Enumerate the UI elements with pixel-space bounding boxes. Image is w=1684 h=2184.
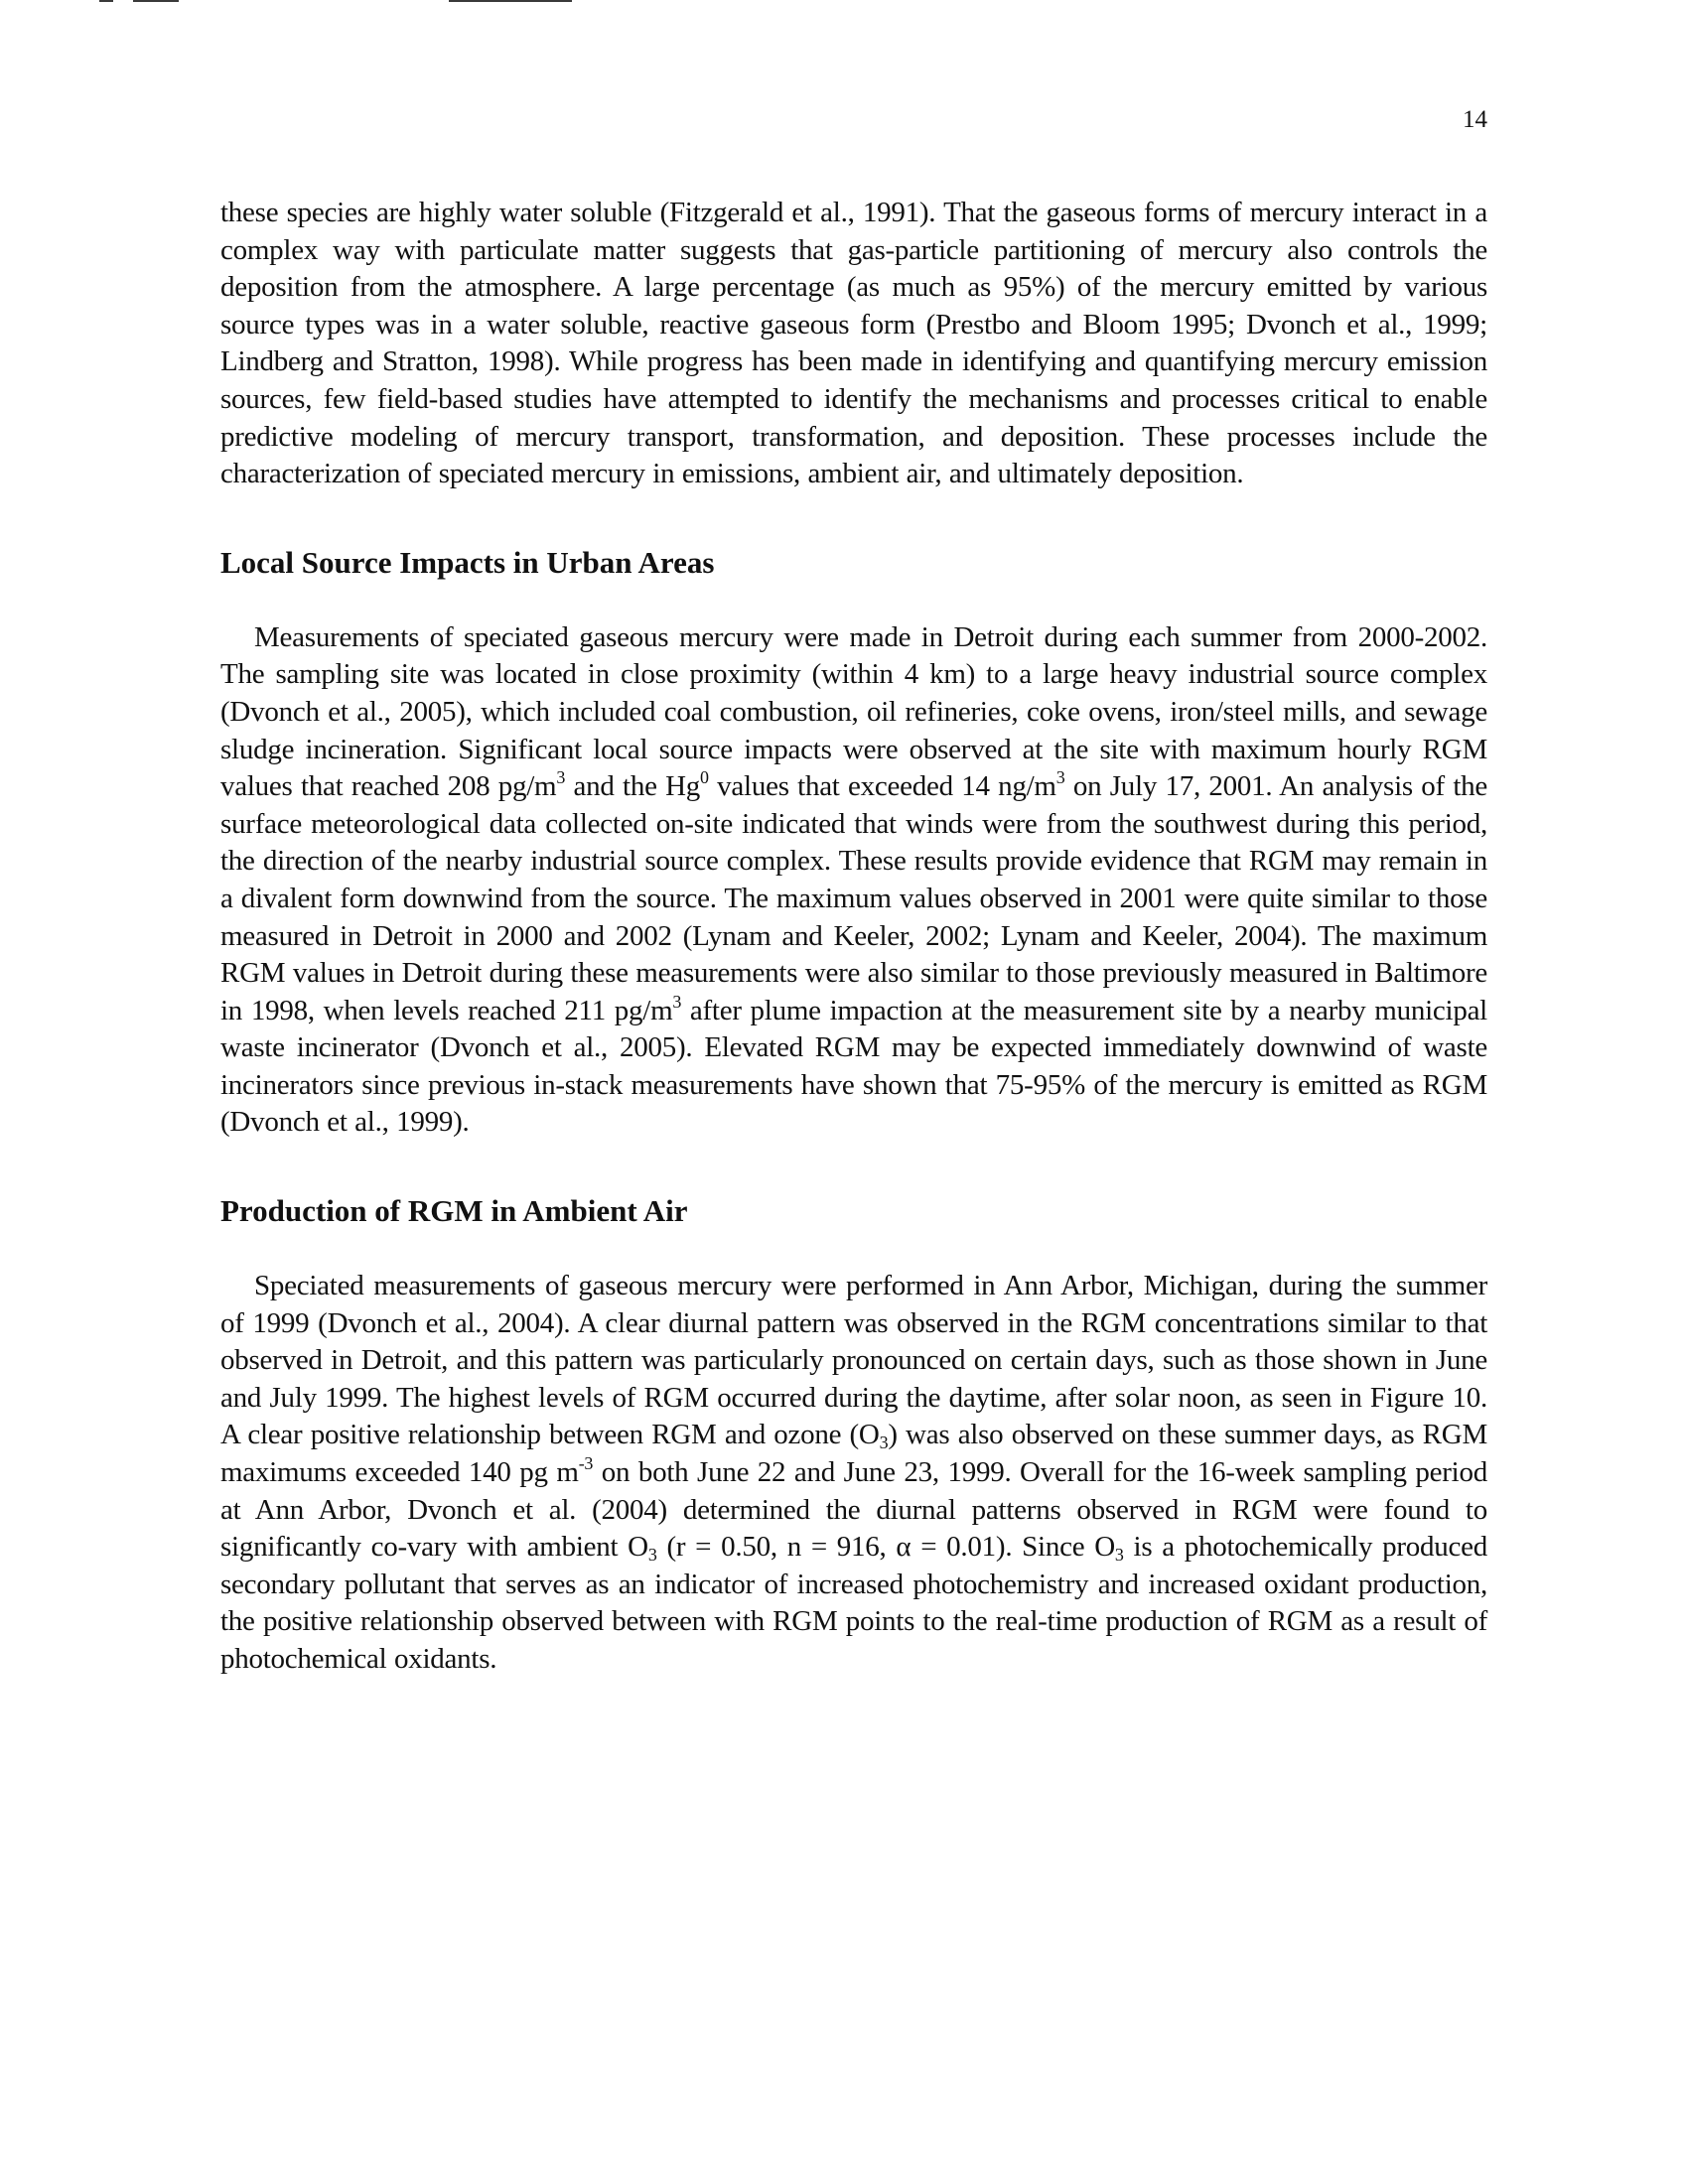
paragraph-text: (r = 0.50, n = 916, α = 0.01). Since O	[656, 1531, 1115, 1564]
scan-edge-mark	[99, 0, 113, 2]
section-heading: Local Source Impacts in Urban Areas	[220, 544, 715, 580]
paragraph-text: is a photochemically produced secondary pollutant that serves as an indicator of increased photochemistry and increased oxidant production, the positive relationship observed between with RGM points to the real-time production of RGM as a result of photochemical oxidants.	[220, 1531, 1487, 1675]
body-paragraph	[220, 1268, 1487, 1679]
subscript: 3	[647, 1545, 657, 1566]
page-body	[220, 195, 1487, 1679]
superscript: 0	[700, 767, 709, 788]
subscript: 3	[1114, 1545, 1124, 1566]
body-paragraph	[220, 619, 1487, 1142]
subscript: 3	[879, 1433, 889, 1453]
body-paragraph: these species are highly water soluble (Fitzgerald et al., 1991). That the gaseous forms of mercury interact in a complex way with particulate matter suggests that gas-particle partitioning of mercury also controls the deposition from the atmosphere. A large percentage (as much as 95%) of the mercury emitted by various source types was in a water soluble, reactive gaseous form (Prestbo and Bloom 1995; Dvonch et al., 1999; Lindberg and Stratton, 1998). While progress has been made in identifying and quantifying mercury emission sources, few field-based studies have attempted to identify the mechanisms and processes critical to enable predictive modeling of mercury transport, transformation, and deposition. These processes include the characterization of speciated mercury in emissions, ambient air, and ultimately deposition.	[220, 197, 1487, 490]
paragraph-text: after plume impaction at the measurement site by a nearby municipal waste incinerator (Dvonch et al., 2005). Elevated RGM may be expected immediately downwind of waste incinerators since previous in-stack measurements have shown that 75-95% of the mercury is emitted as RGM (Dvonch et al., 1999).	[220, 994, 1487, 1139]
scan-edge-mark	[133, 0, 179, 2]
superscript: 3	[672, 991, 682, 1012]
paragraph-text: on both June 22 and June 23, 1999. Overall for the 16-week sampling period at Ann Arbor, Dvonch et al. (2004) determined the diurnal patterns observed in RGM were found to significantly co-vary with ambient O	[220, 1456, 1487, 1564]
paragraph-text: ) was also observed on these summer days, as RGM maximums exceeded 140 pg m	[220, 1419, 1487, 1489]
paragraph-text: Measurements of speciated gaseous mercury were made in Detroit during each summer from 2000-2002. The sampling site was located in close proximity (within 4 km) to a large heavy industrial source complex (Dvonch et al., 2005), which included coal combustion, oil refineries, coke ovens, iron/steel mills, and sewage sludge incineration. Significant local source impacts were observed at the site with maximum hourly RGM values that reached 208 pg/m	[220, 620, 1487, 803]
section-heading: Production of RGM in Ambient Air	[220, 1193, 688, 1229]
superscript: 3	[1055, 767, 1065, 788]
paragraph-text: values that exceeded 14 ng/m	[708, 770, 1056, 803]
paragraph-text: and the Hg	[565, 770, 701, 803]
scan-edge-mark	[449, 0, 572, 2]
superscript: -3	[578, 1453, 594, 1474]
superscript: 3	[556, 767, 566, 788]
paragraph-text: Speciated measurements of gaseous mercury were performed in Ann Arbor, Michigan, during the summer of 1999 (Dvonch et al., 2004). A clear diurnal pattern was observed in the RGM concentrations similar to that observed in Detroit, and this pattern was particularly pronounced on certain days, such as those shown in June and July 1999. The highest levels of RGM occurred during the daytime, after solar noon, as seen in Figure 10. A clear positive relationship between RGM and ozone (O	[220, 1270, 1487, 1451]
paragraph-text: on July 17, 2001. An analysis of the surface meteorological data collected on-site indicated that winds were from the southwest during this period, the direction of the nearby industrial source complex. These results provide evidence that RGM may remain in a divalent form downwind from the source. The maximum values observed in 2001 were quite similar to those measured in Detroit in 2000 and 2002 (Lynam and Keeler, 2002; Lynam and Keeler, 2004). The maximum RGM values in Detroit during these measurements were also similar to those previously measured in Baltimore in 1998, when levels reached 211 pg/m	[220, 770, 1488, 1026]
page-number: 14	[1463, 106, 1487, 133]
